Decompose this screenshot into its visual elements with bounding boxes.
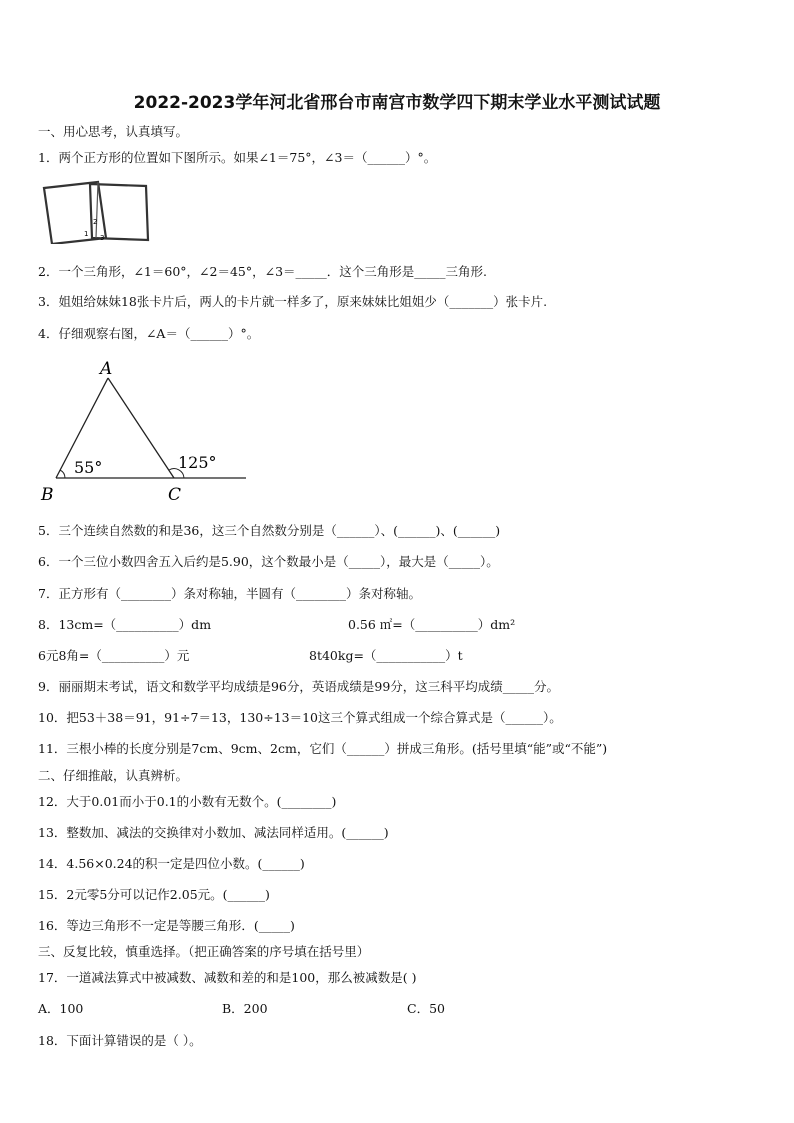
question-16: 16．等边三角形不一定是等腰三角形．(_____) [38, 918, 295, 933]
question-10: 10．把53＋38＝91，91÷7＝13，130÷13＝10这三个算式组成一个综合算式是（______）。 [38, 710, 562, 725]
question-8-part-d: 8t40kg=（___________）t [309, 648, 463, 663]
vertex-c-label: C [168, 485, 182, 505]
section-1-heading: 一、用心思考，认真填写。 [38, 124, 189, 139]
question-8-part-a: 8．13cm=（__________）dm [38, 617, 212, 632]
side-ac [108, 378, 174, 478]
angle-c-exterior-value: 125° [178, 453, 217, 472]
angle-b-value: 55° [74, 458, 103, 477]
question-15: 15．2元零5分可以记作2.05元。(______) [38, 887, 270, 902]
question-8-part-b: 0.56 ㎡=（__________）dm² [348, 617, 516, 632]
question-17-option-a: A．100 [38, 1001, 84, 1016]
angle-b-arc [60, 470, 65, 478]
page-title: 2022-2023学年河北省邢台市南宫市数学四下期末学业水平测试试题 [133, 93, 661, 113]
question-7: 7．正方形有（________）条对称轴，半圆有（________）条对称轴。 [38, 586, 421, 601]
question-14: 14．4.56×0.24的积一定是四位小数。(______) [38, 856, 305, 871]
question-11: 11．三根小棒的长度分别是7cm、9cm、2cm，它们（______）拼成三角形。(括号里填“能”或“不能”) [38, 741, 608, 756]
vertex-b-label: B [41, 485, 54, 505]
overlap-edge [96, 182, 98, 238]
question-3: 3．姐姐给妹妹18张卡片后，两人的卡片就一样多了，原来妹妹比姐姐少（_______）张卡片. [38, 294, 548, 309]
question-1: 1．两个正方形的位置如下图所示。如果∠1＝75°，∠3＝（______）°。 [38, 150, 437, 165]
triangle-figure [36, 356, 251, 506]
question-5: 5．三个连续自然数的和是36，这三个自然数分别是（______）、(______)、(______) [38, 523, 501, 538]
question-12: 12．大于0.01而小于0.1的小数有无数个。(________) [38, 794, 337, 809]
question-8-part-c: 6元8角=（__________）元 [38, 648, 190, 663]
question-18: 18．下面计算错误的是（ ）。 [38, 1033, 202, 1048]
section-2-heading: 二、仔细推敲，认真辨析。 [38, 768, 189, 783]
question-9: 9．丽丽期末考试，语文和数学平均成绩是96分，英语成绩是99分，这三科平均成绩_____分。 [38, 679, 560, 694]
two-squares-figure [40, 176, 152, 244]
section-3-heading: 三、反复比较，慎重选择。（把正确答案的序号填在括号里） [38, 944, 370, 959]
question-17-option-c: C．50 [407, 1001, 445, 1016]
question-4: 4．仔细观察右图，∠A＝（______）°。 [38, 326, 260, 341]
question-17-option-b: B．200 [222, 1001, 268, 1016]
angle-2-label: 2 [93, 218, 98, 226]
question-2: 2．一个三角形，∠1＝60°，∠2＝45°，∠3＝_____．这个三角形是_____三角形. [38, 264, 488, 279]
question-17: 17．一道减法算式中被减数、减数和差的和是100，那么被减数是( ) [38, 970, 417, 985]
question-13: 13．整数加、减法的交换律对小数加、减法同样适用。(______) [38, 825, 389, 840]
question-6: 6．一个三位小数四舍五入后约是5.90，这个数最小是（_____），最大是（_____）。 [38, 554, 499, 569]
angle-3-label: 3 [100, 234, 105, 242]
vertex-a-label: A [100, 359, 113, 379]
angle-1-label: 1 [84, 230, 89, 238]
